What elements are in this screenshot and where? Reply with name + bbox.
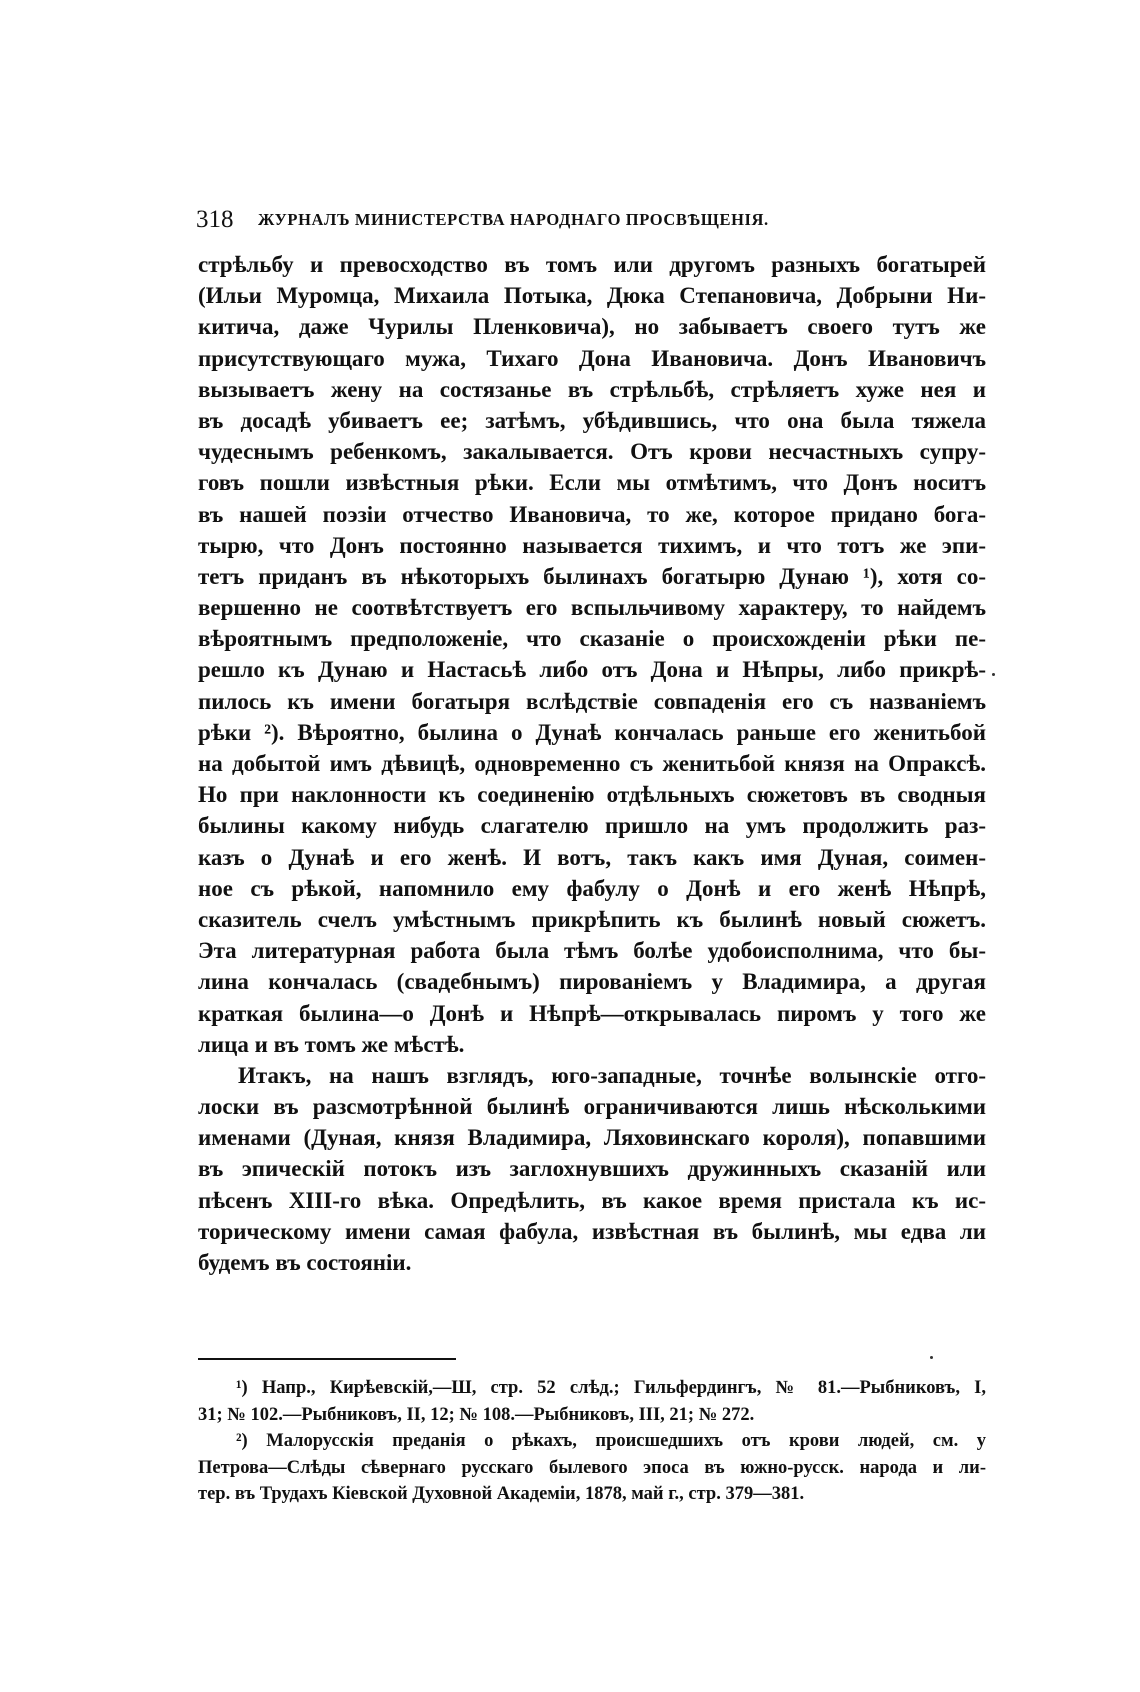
text-line: именами (Дуная, князя Владимира, Ляховинскаго короля), попавшими xyxy=(198,1125,986,1151)
text-line: говъ пошли извѣстныя рѣки. Если мы отмѣтимъ, что Донъ носитъ xyxy=(198,470,986,496)
text-line: лица и въ томъ же мѣстѣ. xyxy=(198,1031,465,1057)
footnotes xyxy=(198,1375,986,1508)
text-line: присутствующаго мужа, Тихаго Дона Ивановича. Донъ Ивановичъ xyxy=(198,345,986,371)
text-line: на добытой имъ дѣвицѣ, одновременно съ женитьбой князя на Опраксѣ. xyxy=(198,751,986,776)
text-line: стрѣльбу и превосходство въ томъ или другомъ разныхъ богатырей xyxy=(198,252,986,277)
page-number: 318 xyxy=(196,206,234,233)
text-line: лина кончалась (свадебнымъ) пированіемъ у Владимира, а другая xyxy=(198,969,986,995)
text-line: краткая былина—о Донѣ и Нѣпрѣ—открывалась пиромъ у того же xyxy=(198,1000,986,1026)
paragraph-start-line: Итакъ, на нашъ взглядъ, юго-западные, точнѣе волынскіе отго- xyxy=(238,1062,986,1088)
text-line: ное съ рѣкой, напомнило ему фабулу о Донѣ и его женѣ Нѣпрѣ, xyxy=(198,875,986,901)
main-text xyxy=(198,249,986,1278)
text-line: вызываетъ жену на состязанье въ стрѣльбѣ, стрѣляетъ хуже нея и xyxy=(198,376,986,402)
text-line: рѣки ²). Вѣроятно, былина о Дунаѣ кончалась раньше его женитьбой xyxy=(198,719,986,745)
print-speck xyxy=(930,1356,933,1359)
text-line: Но при наклонности къ соединенію отдѣльныхъ сюжетовъ въ сводныя xyxy=(198,782,986,808)
text-line: въ нашей поэзіи отчество Ивановича, то же, которое придано бога- xyxy=(198,501,986,527)
footnote-line: ²) Малорусскія преданія о рѣкахъ, происшедшихъ отъ крови людей, см. у xyxy=(236,1431,986,1451)
text-line: пилось къ имени богатыря вслѣдствіе совпаденія его съ названіемъ xyxy=(198,688,986,714)
text-line: вершенно не соотвѣтствуетъ его вспыльчивому характеру, то найдемъ xyxy=(198,595,986,621)
page-header xyxy=(196,203,986,237)
text-line: будемъ въ состояніи. xyxy=(198,1250,412,1275)
footnote-line: тер. въ Трудахъ Кіевской Духовной Академіи, 1878, май г., стр. 379—381. xyxy=(198,1484,805,1504)
text-line: тетъ приданъ въ нѣкоторыхъ былинахъ богатырю Дунаю ¹), хотя со- xyxy=(198,563,986,589)
text-line: (Ильи Муромца, Михаила Потыка, Дюка Степановича, Добрыни Ни- xyxy=(198,283,986,309)
text-line: решло къ Дунаю и Настасьѣ либо отъ Дона и Нѣпры, либо прикрѣ- xyxy=(198,657,986,683)
text-line: лоски въ разсмотрѣнной былинѣ ограничиваются лишь нѣсколькими xyxy=(198,1094,986,1120)
footnote-line: ¹) Напр., Кирѣевскій,—Ш, стр. 52 слѣд.; Гильфердингъ, № 81.—Рыбниковъ, I, xyxy=(236,1378,986,1398)
text-line: чудеснымъ ребенкомъ, закалывается. Отъ крови несчастныхъ супру- xyxy=(198,439,986,465)
text-line: вѣроятнымъ предположеніе, что сказаніе о происхожденіи рѣки пе- xyxy=(198,626,986,652)
footnote-line: Петрова—Слѣды сѣвернаго русскаго былевого эпоса въ южно-русск. народа и ли- xyxy=(198,1457,986,1478)
text-line: былины какому нибудь слагателю пришло на умъ продолжить раз- xyxy=(198,813,986,839)
running-title: ЖУРНАЛЪ МИНИСТЕРСТВА НАРОДНАГО ПРОСВѢЩЕНІЯ. xyxy=(258,210,769,229)
footnote-divider xyxy=(198,1358,456,1360)
text-line: Эта литературная работа была тѣмъ болѣе удобоисполнима, что бы- xyxy=(198,938,986,964)
text-line: тырю, что Донъ постоянно называется тихимъ, и что тотъ же эпи- xyxy=(198,532,986,558)
footnote-line: 31; № 102.—Рыбниковъ, II, 12; № 108.—Рыбниковъ, III, 21; № 272. xyxy=(198,1404,755,1425)
text-line: торическому имени самая фабула, извѣстная въ былинѣ, мы едва ли xyxy=(198,1218,986,1244)
text-line: сказитель счелъ умѣстнымъ прикрѣпить къ былинѣ новый сюжетъ. xyxy=(198,906,986,932)
print-speck xyxy=(992,673,995,676)
text-line: въ досадѣ убиваетъ ее; затѣмъ, убѣдившись, что она была тяжела xyxy=(198,407,986,433)
text-line: казъ о Дунаѣ и его женѣ. И вотъ, такъ какъ имя Дуная, соимен- xyxy=(198,844,986,870)
text-line: въ эпическій потокъ изъ заглохнувшихъ дружинныхъ сказаній или xyxy=(198,1156,986,1182)
text-line: китича, даже Чурилы Пленковича), но забываетъ своего тутъ же xyxy=(198,314,986,340)
text-line: пѣсенъ XIII-го вѣка. Опредѣлить, въ какое время пристала къ ис- xyxy=(198,1187,986,1213)
